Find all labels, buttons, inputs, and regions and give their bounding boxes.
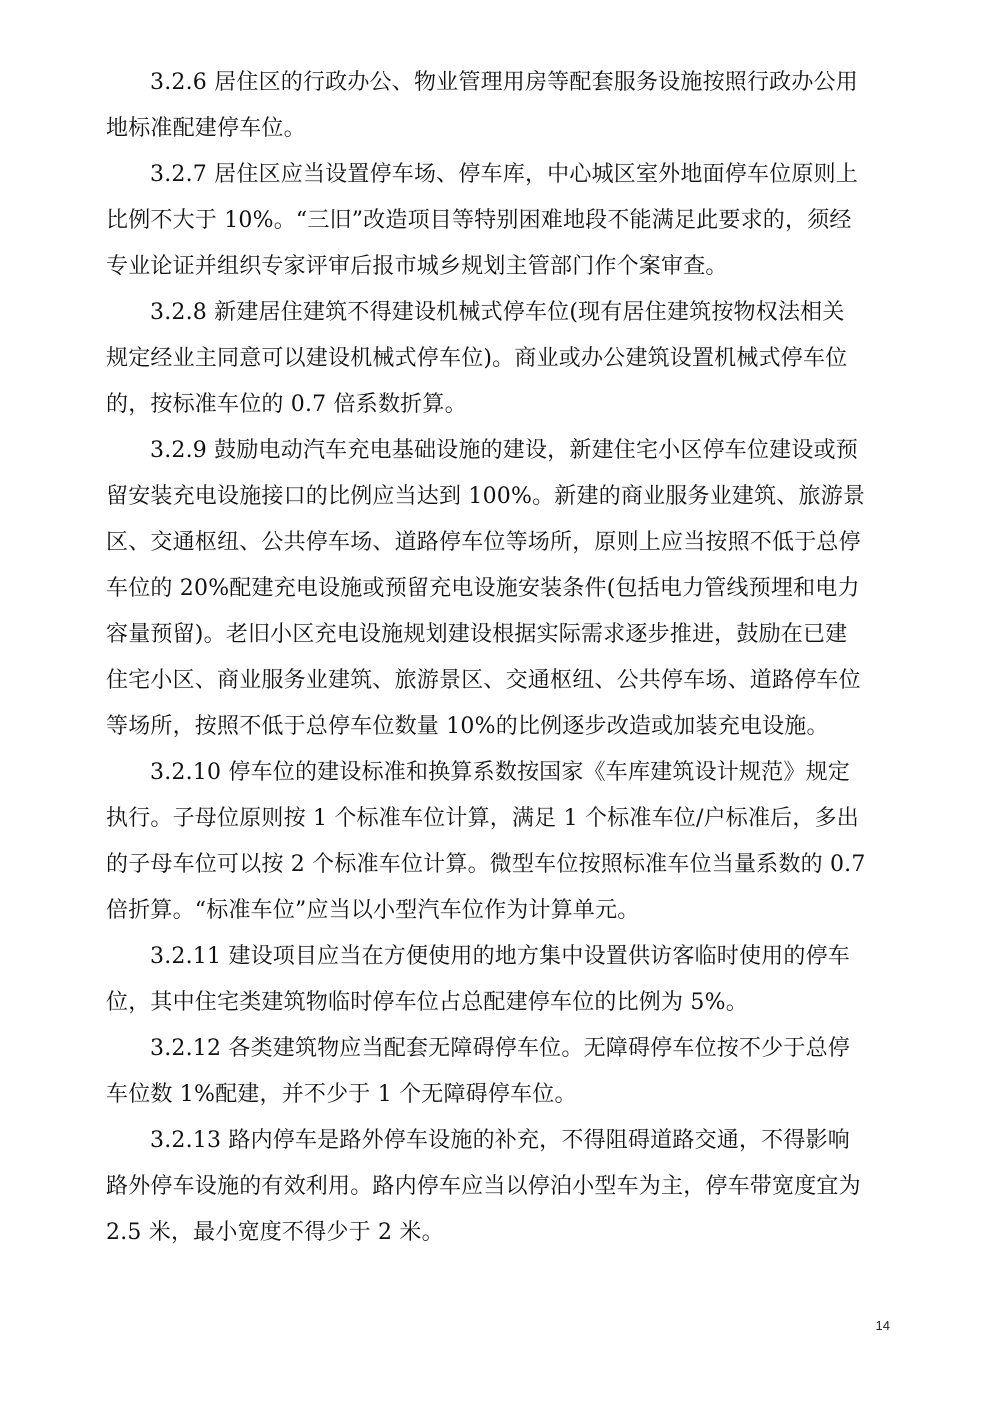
paragraph-3-2-13-line-3: 2.5 米，最小宽度不得少于 2 米。 [106,1220,444,1245]
paragraph-3-2-11-line-1: 3.2.11 建设项目应当在方便使用的地方集中设置供访客临时使用的停车 [150,944,850,969]
paragraph-3-2-11-line-2: 位，其中住宅类建筑物临时停车位占总配建停车位的比例为 5%。 [106,990,748,1015]
paragraph-3-2-9-line-4: 车位的 20%配建充电设施或预留充电设施安装条件(包括电力管线预埋和电力 [106,576,860,601]
paragraph-3-2-10-line-3: 的子母车位可以按 2 个标准车位计算。微型车位按照标准车位当量系数的 0.7 [106,852,866,877]
paragraph-3-2-9-line-6: 住宅小区、商业服务业建筑、旅游景区、交通枢纽、公共停车场、道路停车位 [106,668,861,693]
paragraph-3-2-10-line-2: 执行。子母位原则按 1 个标准车位计算，满足 1 个标准车位/户标准后，多出 [106,806,859,831]
paragraph-3-2-13-line-1: 3.2.13 路内停车是路外停车设施的补充，不得阻碍道路交通，不得影响 [150,1128,850,1153]
paragraph-3-2-12-line-1: 3.2.12 各类建筑物应当配套无障碍停车位。无障碍停车位按不少于总停 [150,1036,850,1061]
paragraph-3-2-7-line-2: 比例不大于 10%。“三旧”改造项目等特别困难地段不能满足此要求的，须经 [106,208,852,233]
paragraph-3-2-7-line-1: 3.2.7 居住区应当设置停车场、停车库，中心城区室外地面停车位原则上 [150,162,858,187]
paragraph-3-2-9-line-5: 容量预留)。老旧小区充电设施规划建设根据实际需求逐步推进，鼓励在已建 [106,622,848,647]
paragraph-3-2-9-line-2: 留安装充电设施接口的比例应当达到 100%。新建的商业服务业建筑、旅游景 [106,484,866,509]
paragraph-3-2-6-line-1: 3.2.6 居住区的行政办公、物业管理用房等配套服务设施按照行政办公用 [150,70,858,95]
paragraph-3-2-9-line-3: 区、交通枢纽、公共停车场、道路停车位等场所，原则上应当按照不低于总停 [106,530,861,555]
paragraph-3-2-10-line-1: 3.2.10 停车位的建设标准和换算系数按国家《车库建筑设计规范》规定 [150,760,850,785]
paragraph-3-2-8-line-2: 规定经业主同意可以建设机械式停车位)。商业或办公建筑设置机械式停车位 [106,346,848,371]
paragraph-3-2-6-line-2: 地标准配建停车位。 [106,116,306,141]
paragraph-3-2-8-line-1: 3.2.8 新建居住建筑不得建设机械式停车位(现有居住建筑按物权法相关 [150,300,845,325]
paragraph-3-2-13-line-2: 路外停车设施的有效利用。路内停车应当以停泊小型车为主，停车带宽度宜为 [106,1174,861,1199]
page-number: 14 [875,1318,890,1333]
paragraph-3-2-9-line-1: 3.2.9 鼓励电动汽车充电基础设施的建设，新建住宅小区停车位建设或预 [150,438,858,463]
paragraph-3-2-9-line-7: 等场所，按照不低于总停车位数量 10%的比例逐步改造或加装充电设施。 [106,714,829,739]
paragraph-3-2-12-line-2: 车位数 1%配建，并不少于 1 个无障碍停车位。 [106,1082,577,1107]
paragraph-3-2-10-line-4: 倍折算。“标准车位”应当以小型汽车位作为计算单元。 [106,898,640,923]
paragraph-3-2-8-line-3: 的，按标准车位的 0.7 倍系数折算。 [106,392,467,417]
paragraph-3-2-7-line-3: 专业论证并组织专家评审后报市城乡规划主管部门作个案审查。 [106,254,728,279]
